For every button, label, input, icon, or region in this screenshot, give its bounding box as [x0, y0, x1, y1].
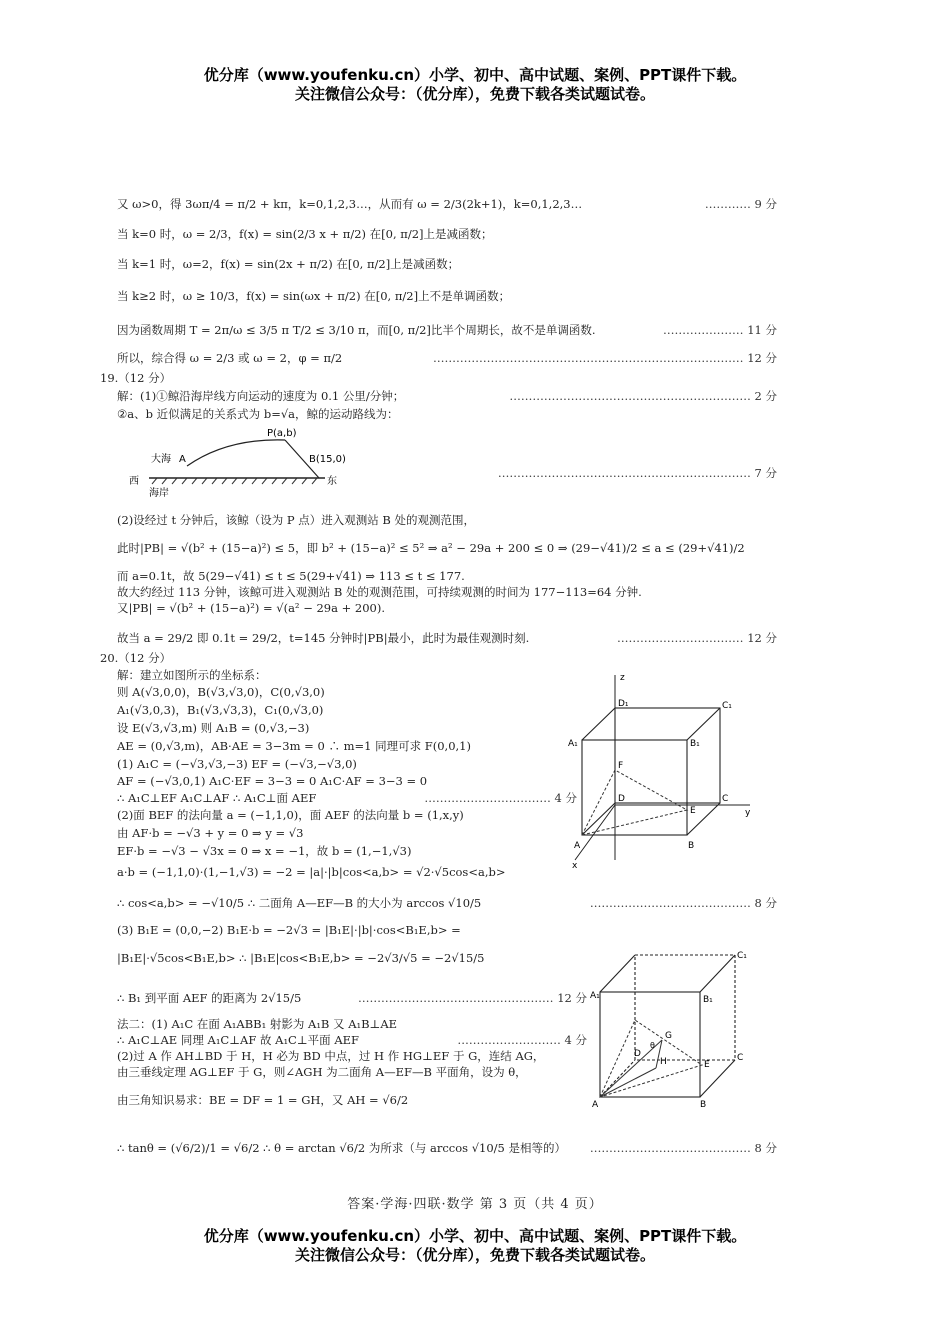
whale-path-figure: [127, 428, 357, 500]
fig2-e: E: [704, 1060, 710, 1070]
p19-line-6: 故大约经过 113 分钟，该鲸可进入观测站 B 处的观测范围，可持续观测的时间为 177−113=64 分钟.: [117, 585, 642, 599]
whale-curve: [187, 440, 285, 466]
label-east: 东: [327, 476, 337, 487]
label-shore: 海岸: [149, 488, 169, 499]
p18-line-3: 当 k=1 时，ω=2，f(x) = sin(2x + π/2) 在[0, π/2]上是减函数；: [117, 257, 460, 271]
cube-angle-figure: [590, 940, 770, 1110]
fig1-f: F: [618, 761, 624, 771]
label-sea: 大海: [151, 454, 171, 465]
p18-line-2: 当 k=0 时，ω = 2/3，f(x) = sin(2/3 x + π/2) 在[0, π/2]上是减函数；: [117, 227, 493, 241]
fig1-z: z: [620, 673, 625, 683]
fig2-c: C: [737, 1053, 744, 1063]
p20-line-17: ∴ A₁C⊥AE 同理 A₁C⊥AF 故 A₁C⊥平面 AEF ……………………… 4 分: [117, 1033, 587, 1047]
cube-back-face: [615, 708, 720, 803]
cube2-edge-2: [700, 955, 735, 992]
p19-line-4: 此时|PB| = √(b² + (15−a)²) ≤ 5，即 b² + (15−a)² ≤ 5² ⇒ a² − 29a + 200 ≤ 0 ⇒ (29−√41)/2 ≤ a ≤ (29+√41)/2: [117, 541, 745, 555]
p20-line-5: (1) A₁C = (−√3,√3,−3) EF = (−√3,−√3,0): [117, 757, 357, 771]
score-9: ………… 9 分: [704, 197, 777, 211]
score-11: ………………… 11 分: [663, 323, 777, 337]
p18-line-1: 又 ω>0，得 3ωπ/4 = π/2 + kπ，k=0,1,2,3…，从而有 ω = 2/3(2k+1)，k=0,1,2,3… ………… 9 分: [117, 197, 777, 211]
fig1-x: x: [572, 861, 578, 870]
fig2-c1: C₁: [737, 951, 747, 961]
footer-banner: [0, 1227, 950, 1265]
p20-line-3: 设 E(√3,√3,m) 则 A₁B = (0,√3,−3): [117, 721, 310, 735]
p20-score-12: …………………………………………… 12 分: [358, 991, 587, 1005]
p19-score-7: ………………………………………………………… 7 分: [497, 466, 777, 480]
p20-line-18: (2)过 A 作 AH⊥BD 于 H，H 必为 BD 中点，过 H 作 HG⊥EF 于 G，连结 AG，: [117, 1049, 545, 1063]
p20-score-8b: …………………………………… 8 分: [589, 1141, 777, 1155]
label-p: P(a,b): [267, 428, 297, 439]
p18-line-4: 当 k≥2 时，ω ≥ 10/3，f(x) = sin(ωx + π/2) 在[0, π/2]上不是单调函数；: [117, 289, 511, 303]
shore-hatching: [152, 478, 317, 484]
label-west: 西: [129, 476, 139, 487]
fig1-y: y: [745, 808, 751, 818]
p20-line-20: 由三角知识易求：BE = DF = 1 = GH，又 AH = √6/2: [117, 1093, 409, 1107]
p19-line-1: 解：(1)①鲸沿海岸线方向运动的速度为 0.1 公里/分钟； ……………………………………………………… 2 分: [117, 389, 777, 403]
x-axis: [575, 805, 615, 860]
fig2-g: G: [665, 1031, 672, 1041]
fig2-d: D: [634, 1049, 641, 1059]
p20-line-7: ∴ A₁C⊥EF A₁C⊥AF ∴ A₁C⊥面 AEF …………………………… 4 分: [117, 791, 577, 805]
cube-edge-2: [687, 708, 720, 740]
fig1-b: B: [688, 841, 695, 851]
fig1-e: E: [690, 806, 696, 816]
banner-line-1: 优分库（www.youfenku.cn）小学、初中、高中试题、案例、PPT课件下载。: [203, 66, 747, 84]
cube2-edge-4: [600, 1060, 635, 1097]
p20-line-8: (2)面 BEF 的法向量 a = (−1,1,0)，面 AEF 的法向量 b = (1,x,y): [117, 808, 464, 822]
cube-edge-1: [582, 708, 615, 740]
banner-line-2: 关注微信公众号：（优分库），免费下载各类试题试卷。: [294, 85, 655, 103]
fig2-a: A: [592, 1100, 599, 1110]
fig1-a1: A₁: [568, 739, 578, 749]
fig1-d: D: [618, 794, 625, 804]
p20-line-11: a·b = (−1,1,0)·(1,−1,√3) = −2 = |a|·|b|cos<a,b> = √2·√5cos<a,b>: [117, 865, 506, 879]
p19-score-2: ……………………………………………………… 2 分: [509, 389, 777, 403]
cube-edge-4: [582, 803, 615, 835]
page-footer: 答案·学海·四联·数学 第 3 页（共 4 页）: [347, 1197, 603, 1212]
p20-line-16: 法二：(1) A₁C 在面 A₁ABB₁ 射影为 A₁B 又 A₁B⊥AE: [117, 1017, 398, 1031]
cube-front-face: [582, 740, 687, 835]
p19-line-5: 而 a=0.1t，故 5(29−√41) ≤ t ≤ 5(29+√41) ⇒ 113 ≤ t ≤ 177.: [117, 569, 465, 583]
cube-axes-figure: [560, 670, 760, 870]
p20-line-0: 解：建立如图所示的坐标系：: [117, 668, 267, 682]
p19-line-8: 故当 a = 29/2 即 0.1t = 29/2，t=145 分钟时|PB|最小，此时为最佳观测时刻. …………………………… 12 分: [117, 631, 777, 645]
p20-score-4a: …………………………… 4 分: [424, 791, 577, 805]
p20-score-4b: ……………………… 4 分: [457, 1033, 587, 1047]
fig2-b1: B₁: [703, 995, 713, 1005]
banner-line-2-bottom: 关注微信公众号：（优分库），免费下载各类试题试卷。: [294, 1246, 655, 1264]
p20-line-10: EF·b = −√3 − √3x = 0 ⇒ x = −1，故 b = (1,−1,√3): [117, 844, 412, 858]
p20-line-6: AF = (−√3,0,1) A₁C·EF = 3−3 = 0 A₁C·AF = 3−3 = 0: [117, 774, 428, 788]
p20-score-8a: …………………………………… 8 分: [589, 896, 777, 910]
fig2-theta: θ: [650, 1041, 655, 1050]
p20-line-4: AE = (0,√3,m)，AB·AE = 3−3m = 0 ∴ m=1 同理可求 F(0,0,1): [117, 739, 471, 753]
p19-number: 19.（12 分）: [100, 371, 172, 385]
p18-line-6: 所以，综合得 ω = 2/3 或 ω = 2，φ = π/2 ……………………………………………………………………… 12 分: [117, 351, 777, 365]
p19-score-12: …………………………… 12 分: [617, 631, 777, 645]
p20-number: 20.（12 分）: [100, 651, 172, 665]
p19-line-7: 又|PB| = √(b² + (15−a)²) = √(a² − 29a + 200).: [117, 601, 386, 615]
header-banner: [0, 66, 950, 104]
cube2-triangle: [600, 1020, 702, 1097]
p19-line-3: (2)设经过 t 分钟后，该鲸（设为 P 点）进入观测站 B 处的观测范围，: [117, 513, 476, 527]
label-a: A: [179, 454, 186, 465]
p20-line-9: 由 AF·b = −√3 + y = 0 ⇒ y = √3: [117, 826, 304, 840]
banner-line-1-bottom: 优分库（www.youfenku.cn）小学、初中、高中试题、案例、PPT课件下载。: [203, 1227, 747, 1245]
p20-line-14: |B₁E|·√5cos<B₁E,b> ∴ |B₁E|cos<B₁E,b> = −2√3/√5 = −2√15/5: [117, 951, 485, 965]
fig1-c1: C₁: [722, 701, 732, 711]
cube2-edge-1: [600, 955, 635, 992]
p20-line-21: ∴ tanθ = (√6/2)/1 = √6/2 ∴ θ = arctan √6/2 为所求（与 arccos √10/5 是相等的） …………………………………… 8 分: [117, 1141, 777, 1155]
fig1-a: A: [574, 841, 581, 851]
fig1-c: C: [722, 794, 729, 804]
score-12: ……………………………………………………………………… 12 分: [433, 351, 777, 365]
fig2-h: H: [660, 1057, 667, 1067]
p18-line-5: 因为函数周期 T = 2π/ω ≤ 3/5 π T/2 ≤ 3/10 π，而[0, π/2]比半个周期长，故不是单调函数. ………………… 11 分: [117, 323, 777, 337]
p20-line-1: 则 A(√3,0,0)，B(√3,√3,0)，C(0,√3,0): [117, 685, 325, 699]
fig2-b: B: [700, 1100, 707, 1110]
p20-line-15: ∴ B₁ 到平面 AEF 的距离为 2√15/5 …………………………………………… 12 分: [117, 991, 587, 1005]
p20-line-13: (3) B₁E = (0,0,−2) B₁E·b = −2√3 = |B₁E|·|b|·cos<B₁E,b> =: [117, 923, 461, 937]
fig1-b1: B₁: [690, 739, 700, 749]
label-b: B(15,0): [309, 454, 346, 465]
p20-line-12: ∴ cos<a,b> = −√10/5 ∴ 二面角 A—EF—B 的大小为 arccos √10/5 …………………………………… 8 分: [117, 896, 777, 910]
fig1-d1: D₁: [618, 699, 629, 709]
p19-line-2: ②a、b 近似满足的关系式为 b=√a，鲸的运动路线为：: [117, 407, 399, 421]
fig2-a1: A₁: [590, 991, 600, 1001]
p20-line-19: 由三垂线定理 AG⊥EF 于 G，则∠AGH 为二面角 A—EF—B 平面角，设为 θ，: [117, 1065, 527, 1079]
p20-line-2: A₁(√3,0,3)，B₁(√3,√3,3)，C₁(0,√3,0): [117, 703, 324, 717]
